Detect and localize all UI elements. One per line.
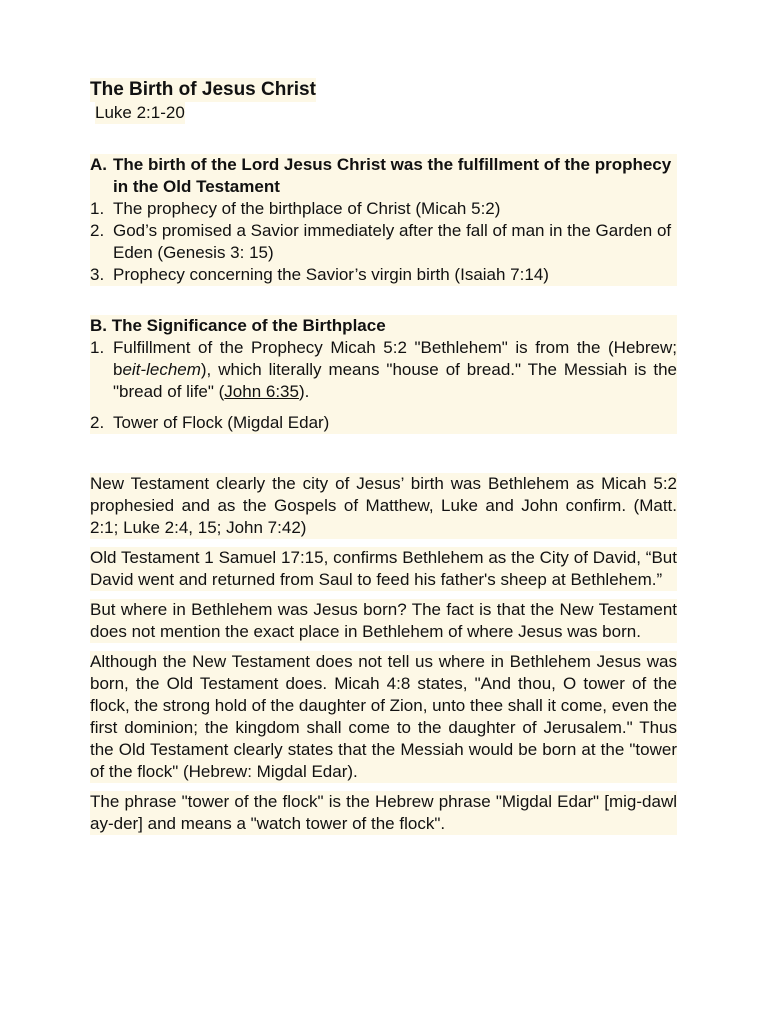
list-item [90,220,677,264]
list-item [90,412,677,434]
list-item-text-part: ), which literally means "house of bread." The Messiah is the "bread of life" ( [113,360,677,401]
list-item [90,264,677,286]
section-a [90,154,677,286]
document-title: The Birth of Jesus Christ [90,79,316,100]
section-a-letter: A. [90,155,107,174]
scripture-reference [95,102,677,124]
paragraph: Old Testament 1 Samuel 17:15, confirms Bethlehem as the City of David, “But David went and returned from Saul to feed his father's sheep at Bethlehem.” [90,548,677,589]
scripture-link[interactable]: John 6:35 [224,382,299,401]
section-a-heading-text: The birth of the Lord Jesus Christ was the fulfillment of the prophecy in the Old Testament [113,155,672,196]
list-item-text-part: Fulfillment of the Prophecy Micah 5:2 "Bethlehem" is from the (Hebrew; b [113,338,677,379]
list-item-text: The prophecy of the birthplace of Christ (Micah 5:2) [113,199,501,218]
list-item-text: Prophecy concerning the Savior’s virgin birth (Isaiah 7:14) [113,265,549,284]
hebrew-term: eit-lechem [122,360,201,379]
list-item-number: 3. [90,265,105,284]
list-item-text-part: ). [298,382,310,401]
body-paragraphs [90,473,677,835]
section-a-heading [90,154,677,198]
paragraph: New Testament clearly the city of Jesus’ birth was Bethlehem as Micah 5:2 prophesied and as the Gospels of Matthew, Luke and John confirm. (Matt. 2:1; Luke 2:4, 15; John 7:42) [90,474,677,537]
document-content [90,78,677,843]
list-item [90,198,677,220]
list-item-text: God’s promised a Savior immediately after the fall of man in the Garden of Eden (Genesis 3: 15) [113,221,672,262]
list-item-number: 2. [90,221,105,240]
list-item-number: 1. [90,199,105,218]
section-b-heading: B. The Significance of the Birthplace [90,315,677,337]
section-b [90,315,677,434]
paragraph: The phrase "tower of the flock" is the Hebrew phrase "Migdal Edar" [mig-dawl ay-der] and means a "watch tower of the flock". [90,792,677,833]
list-item-text [113,337,677,403]
list-item-number: 2. [90,413,105,432]
scripture-reference-text: Luke 2:1-20 [95,103,185,122]
paragraph: But where in Bethlehem was Jesus born? The fact is that the New Testament does not mention the exact place in Bethlehem of where Jesus was born. [90,600,677,641]
paragraph: Although the New Testament does not tell us where in Bethlehem Jesus was born, the Old Testament does. Micah 4:8 states, "And thou, O tower of the flock, the strong hold of the daughter of Zion, unto thee shall it come, even the first dominion; the kingdom shall come to the daughter of Jerusalem." Thus the Old Testament clearly states that the Messiah would be born at the "tower of the flock" (Hebrew: Migdal Edar). [90,652,677,781]
section-a-list [90,198,677,286]
list-item-text: Tower of Flock (Migdal Edar) [113,413,330,432]
section-b-list [90,337,677,434]
list-item-number: 1. [90,338,105,357]
list-item [90,337,677,403]
